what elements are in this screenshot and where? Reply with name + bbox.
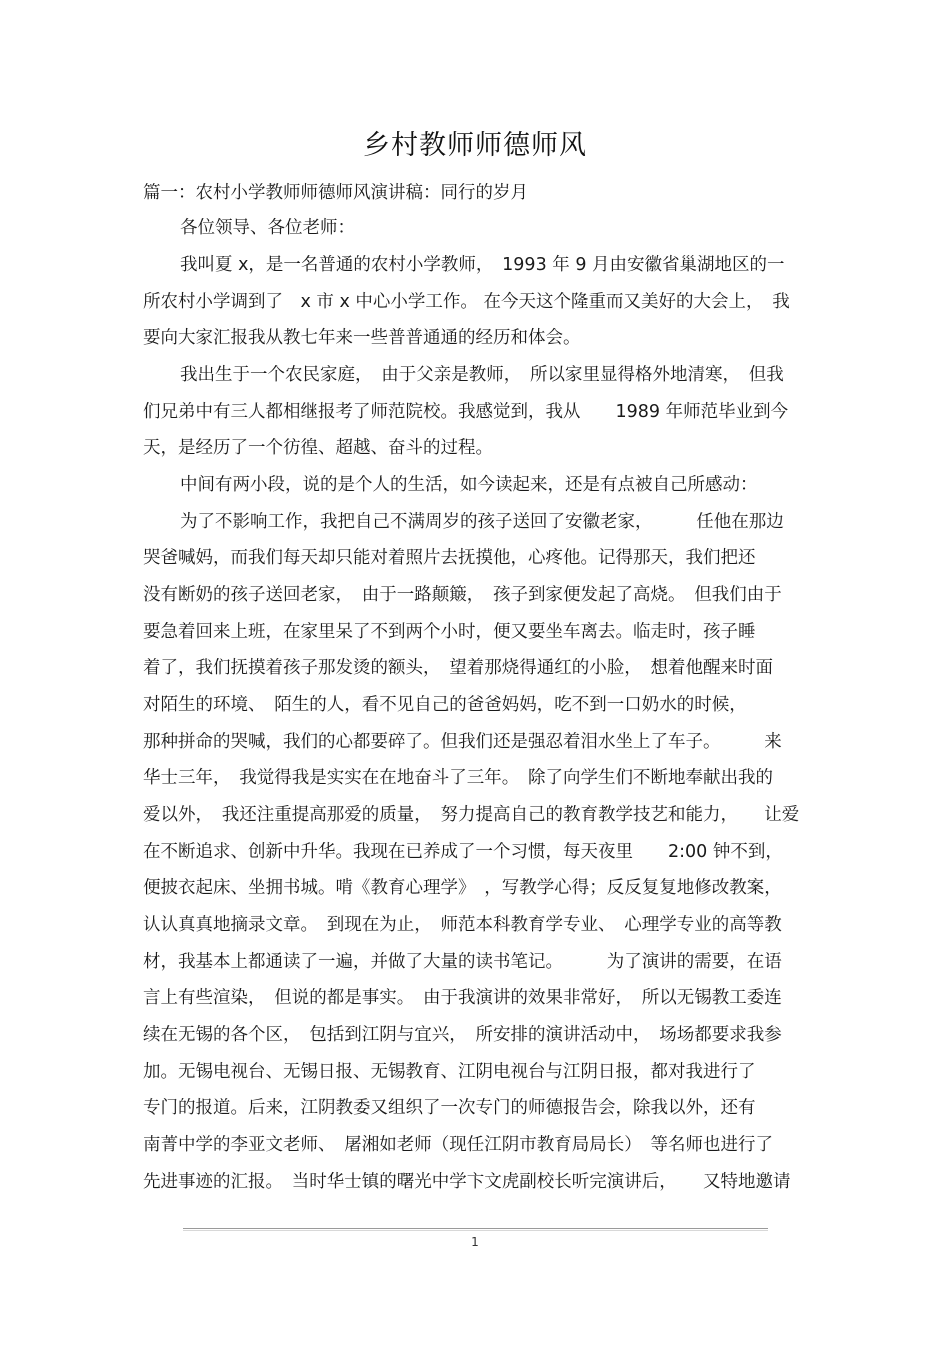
body-line: 认认真真地摘录文章。 到现在为止， 师范本科教育学专业、 心理学专业的高等教 [143, 915, 782, 935]
body-line: 我叫夏 x，是一名普通的农村小学教师， 1993 年 9 月由安徽省巢湖地区的一 [180, 255, 785, 275]
body-line: 续在无锡的各个区， 包括到江阴与宜兴， 所安排的演讲活动中， 场场都要求我参 [143, 1025, 782, 1045]
footer-divider [183, 1228, 768, 1229]
body-line: 们兄弟中有三人都相继报考了师范院校。我感觉到，我从 1989 年师范毕业到今 [143, 402, 789, 422]
salutation-line: 各位领导、各位老师： [180, 218, 355, 238]
body-line: 便披衣起床、坐拥书城。啃《教育心理学》 ，写教学心得；反反复复地修改教案， [143, 878, 782, 898]
body-line: 言上有些渲染， 但说的都是事实。 由于我演讲的效果非常好， 所以无锡教工委连 [143, 988, 782, 1008]
body-line: 天，是经历了一个彷徨、超越、奋斗的过程。 [143, 438, 493, 458]
body-line: 华士三年， 我觉得我是实实在在地奋斗了三年。 除了向学生们不断地奉献出我的 [143, 768, 773, 788]
body-line: 先进事迹的汇报。 当时华士镇的曙光中学卞文虎副校长听完演讲后， 又特地邀请 [143, 1172, 791, 1192]
body-line: 对陌生的环境、 陌生的人，看不见自己的爸爸妈妈，吃不到一口奶水的时候， [143, 695, 747, 715]
body-line: 没有断奶的孩子送回老家， 由于一路颠簸， 孩子到家便发起了高烧。 但我们由于 [143, 585, 782, 605]
body-line: 专门的报道。后来，江阴教委又组织了一次专门的师德报告会，除我以外，还有 [143, 1098, 756, 1118]
document-title: 乡村教师师德师风 [363, 130, 587, 161]
body-line: 那种拼命的哭喊，我们的心都要碎了。但我们还是强忍着泪水坐上了车子。 来 [143, 732, 782, 752]
body-line: 加。无锡电视台、无锡日报、无锡教育、江阴电视台与江阴日报，都对我进行了 [143, 1062, 756, 1082]
page-number: 1 [471, 1235, 479, 1249]
body-line: 中间有两小段，说的是个人的生活，如今读起来，还是有点被自己所感动： [180, 475, 758, 495]
body-line: 着了，我们抚摸着孩子那发烫的额头， 望着那烧得通红的小脸， 想着他醒来时面 [143, 658, 773, 678]
body-line: 我出生于一个农民家庭， 由于父亲是教师， 所以家里显得格外地清寒， 但我 [180, 365, 784, 385]
body-line: 南菁中学的李亚文老师、 屠湘如老师（现任江阴市教育局局长） 等名师也进行了 [143, 1135, 773, 1155]
body-line: 要向大家汇报我从教七年来一些普普通通的经历和体会。 [143, 328, 581, 348]
body-line: 为了不影响工作，我把自己不满周岁的孩子送回了安徽老家， 任他在那边 [180, 512, 784, 532]
body-line: 材，我基本上都通读了一遍，并做了大量的读书笔记。 为了演讲的需要，在语 [143, 952, 782, 972]
body-line: 哭爸喊妈，而我们每天却只能对着照片去抚摸他，心疼他。记得那天，我们把还 [143, 548, 756, 568]
body-line: 爱以外， 我还注重提高那爱的质量， 努力提高自己的教育教学技艺和能力， 让爱 [143, 805, 800, 825]
subtitle-line: 篇一：农村小学教师师德师风演讲稿：同行的岁月 [143, 183, 528, 203]
body-line: 要急着回来上班，在家里呆了不到两个小时，便又要坐车离去。临走时，孩子睡 [143, 622, 756, 642]
body-line: 所农村小学调到了 x 市 x 中心小学工作。 在今天这个隆重而又美好的大会上， 我 [143, 292, 790, 312]
body-line: 在不断追求、创新中升华。我现在已养成了一个习惯，每天夜里 2:00 钟不到， [143, 842, 783, 862]
